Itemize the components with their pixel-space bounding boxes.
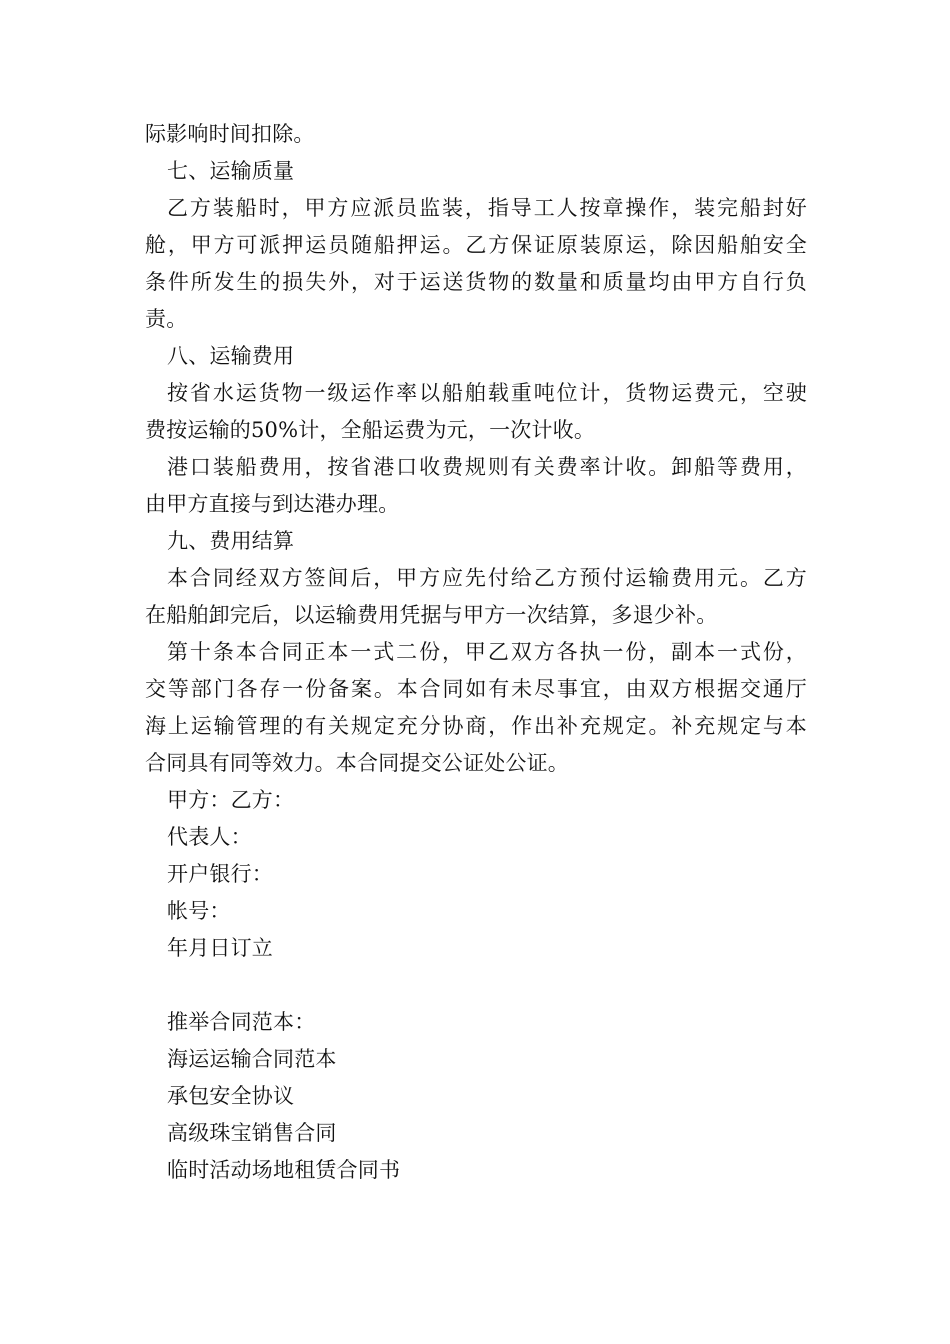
text-line: 合同具有同等效力。本合同提交公证处公证。	[145, 751, 569, 775]
text-line: 按省水运货物一级运作率以船舶载重吨位计，货物运费元，空驶	[167, 381, 807, 405]
text-line: 条件所发生的损失外，对于运送货物的数量和质量均由甲方自行负	[145, 270, 807, 294]
text-line: 本合同经双方签间后，甲方应先付给乙方预付运输费用元。乙方	[167, 566, 807, 590]
signature-account: 帐号：	[167, 899, 231, 923]
text-line: 交等部门各存一份备案。本合同如有未尽事宜，由双方根据交通厅	[145, 677, 807, 701]
text-line: 海上运输管理的有关规定充分协商，作出补充规定。补充规定与本	[145, 714, 807, 738]
section-heading-fees: 八、运输费用	[167, 344, 295, 368]
recommended-link[interactable]: 临时活动场地租赁合同书	[167, 1158, 401, 1182]
section-heading-quality: 七、运输质量	[167, 159, 295, 183]
signature-representative: 代表人：	[167, 825, 252, 849]
text-line: 际影响时间扣除。	[145, 122, 315, 146]
text-line: 责。	[145, 307, 188, 331]
text-line: 费按运输的50%计，全船运费为元，一次计收。	[145, 418, 596, 442]
text-line: 乙方装船时，甲方应派员监装，指导工人按章操作，装完船封好	[167, 196, 807, 220]
document-page	[145, 116, 807, 1189]
signature-parties: 甲方：乙方：	[167, 788, 295, 812]
text-line: 由甲方直接与到达港办理。	[145, 492, 400, 516]
recommended-link[interactable]: 高级珠宝销售合同	[167, 1121, 337, 1145]
text-line: 港口装船费用，按省港口收费规则有关费率计收。卸船等费用，	[167, 455, 807, 479]
signature-bank: 开户银行：	[167, 862, 273, 886]
recommended-link[interactable]: 承包安全协议	[167, 1084, 295, 1108]
recommended-link[interactable]: 海运运输合同范本	[167, 1047, 337, 1071]
recommended-heading: 推举合同范本：	[167, 1010, 316, 1034]
text-line: 第十条本合同正本一式二份，甲乙双方各执一份，副本一式份，	[167, 640, 807, 664]
text-line: 舱，甲方可派押运员随船押运。乙方保证原装原运，除因船舶安全	[145, 233, 807, 257]
text-line: 在船舶卸完后，以运输费用凭据与甲方一次结算，多退少补。	[145, 603, 718, 627]
section-heading-settlement: 九、费用结算	[167, 529, 295, 553]
blank-line	[145, 967, 807, 1004]
signature-date: 年月日订立	[167, 936, 273, 960]
